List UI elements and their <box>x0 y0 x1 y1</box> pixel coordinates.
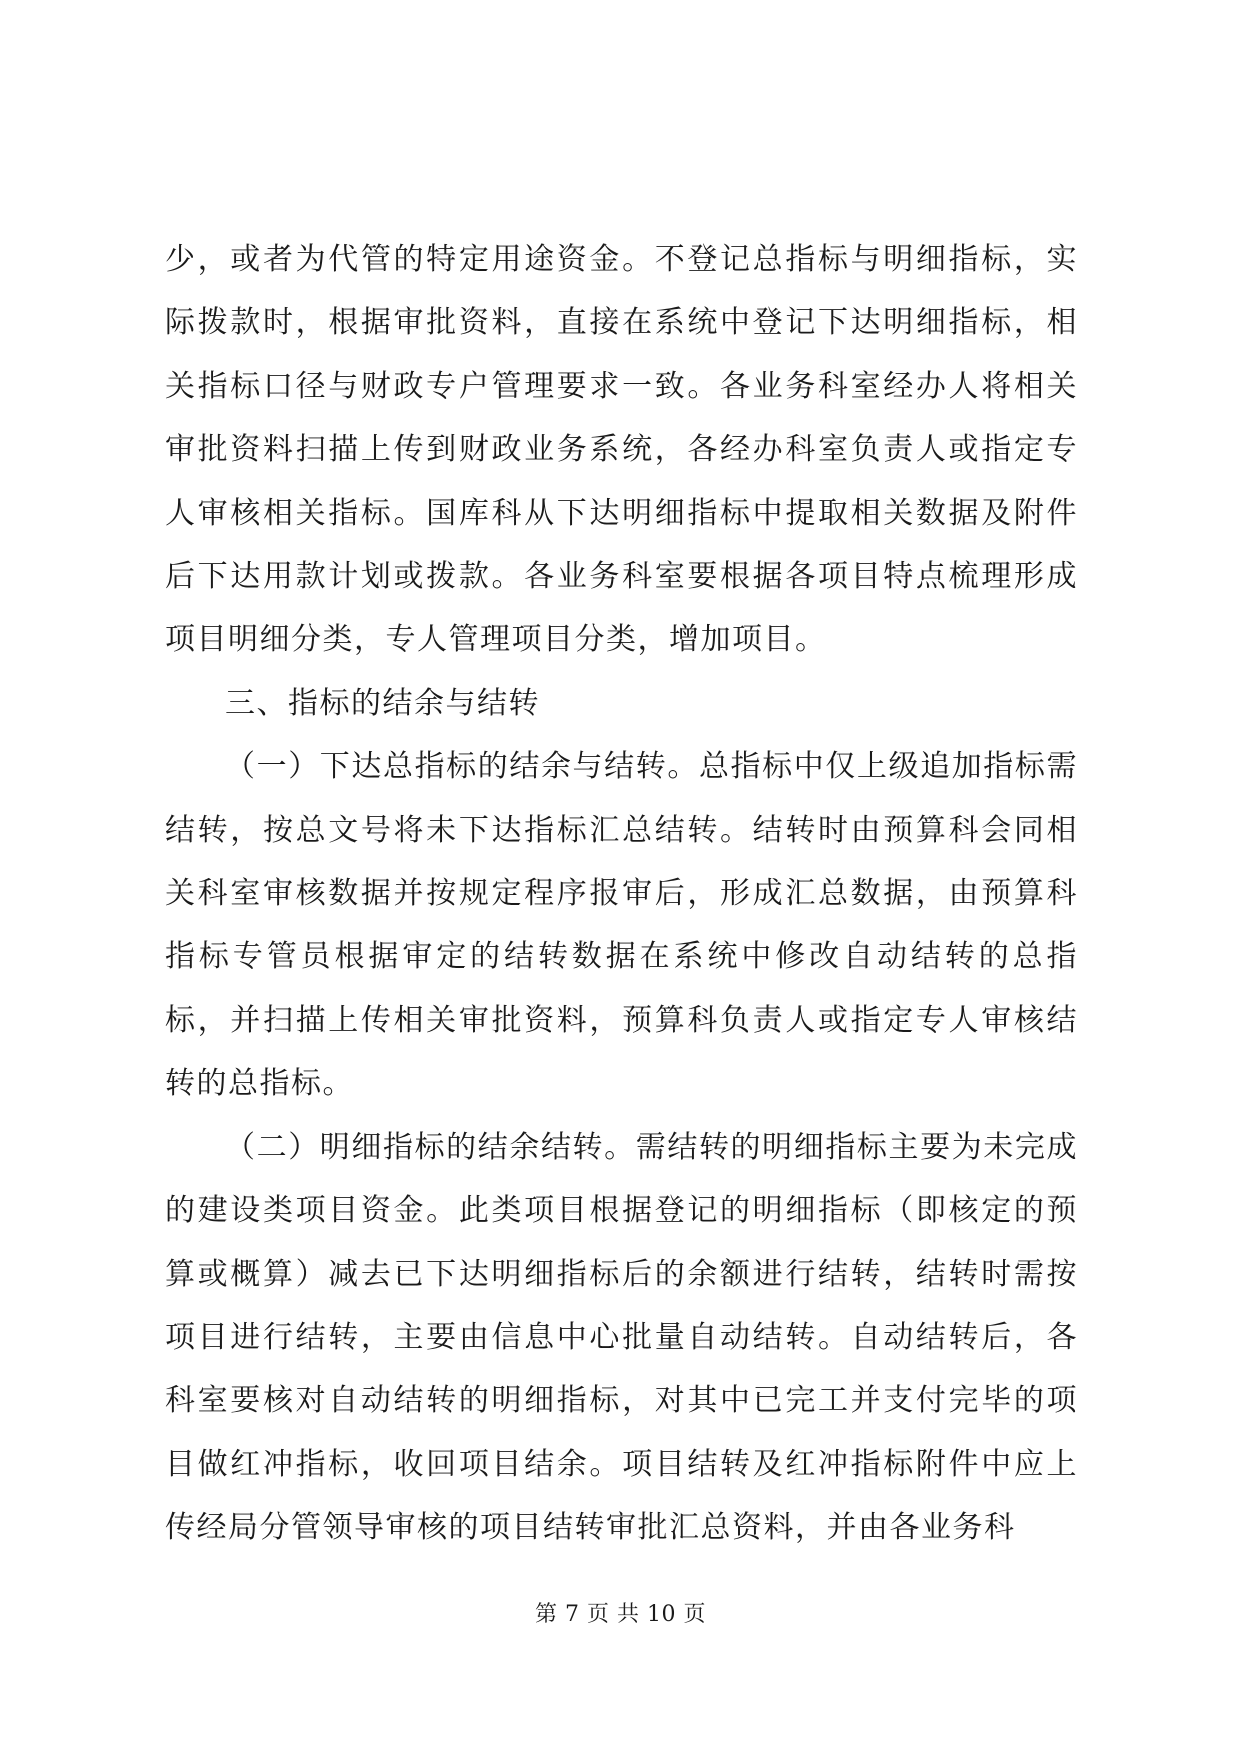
page-footer: 第 7 页 共 10 页 <box>535 1602 706 1627</box>
document-body <box>165 228 1078 1560</box>
section-heading: 三、指标的结余与结转 <box>225 685 540 721</box>
paragraph-total-indicator-carryover: （一）下达总指标的结余与结转。总指标中仅上级追加指标需结转，按总文号将未下达指标汇总结转。结转时由预算科会同相关科室审核数据并按规定程序报审后，形成汇总数据，由预算科指标专管员根据审定的结转数据在系统中修改自动结转的总指标，并扫描上传相关审批资料，预算科负责人或指定专人审核结转的总指标。 <box>165 749 1078 1102</box>
paragraph-detail-indicator-carryover: （二）明细指标的结余结转。需结转的明细指标主要为未完成的建设类项目资金。此类项目根据登记的明细指标（即核定的预算或概算）减去已下达明细指标后的余额进行结转，结转时需按项目进行结转，主要由信息中心批量自动结转。自动结转后，各科室要核对自动结转的明细指标，对其中已完工并支付完毕的项目做红冲指标，收回项目结余。项目结转及红冲指标附件中应上传经局分管领导审核的项目结转审批汇总资料，并由各业务科 <box>165 1129 1078 1546</box>
paragraph-continuation: 少，或者为代管的特定用途资金。不登记总指标与明细指标，实际拨款时，根据审批资料，直接在系统中登记下达明细指标，相关指标口径与财政专户管理要求一致。各业务科室经办人将相关审批资料扫描上传到财政业务系统，各经办科室负责人或指定专人审核相关指标。国库科从下达明细指标中提取相关数据及附件后下达用款计划或拨款。各业务科室要根据各项目特点梳理形成项目明细分类，专人管理项目分类，增加项目。 <box>165 242 1078 658</box>
